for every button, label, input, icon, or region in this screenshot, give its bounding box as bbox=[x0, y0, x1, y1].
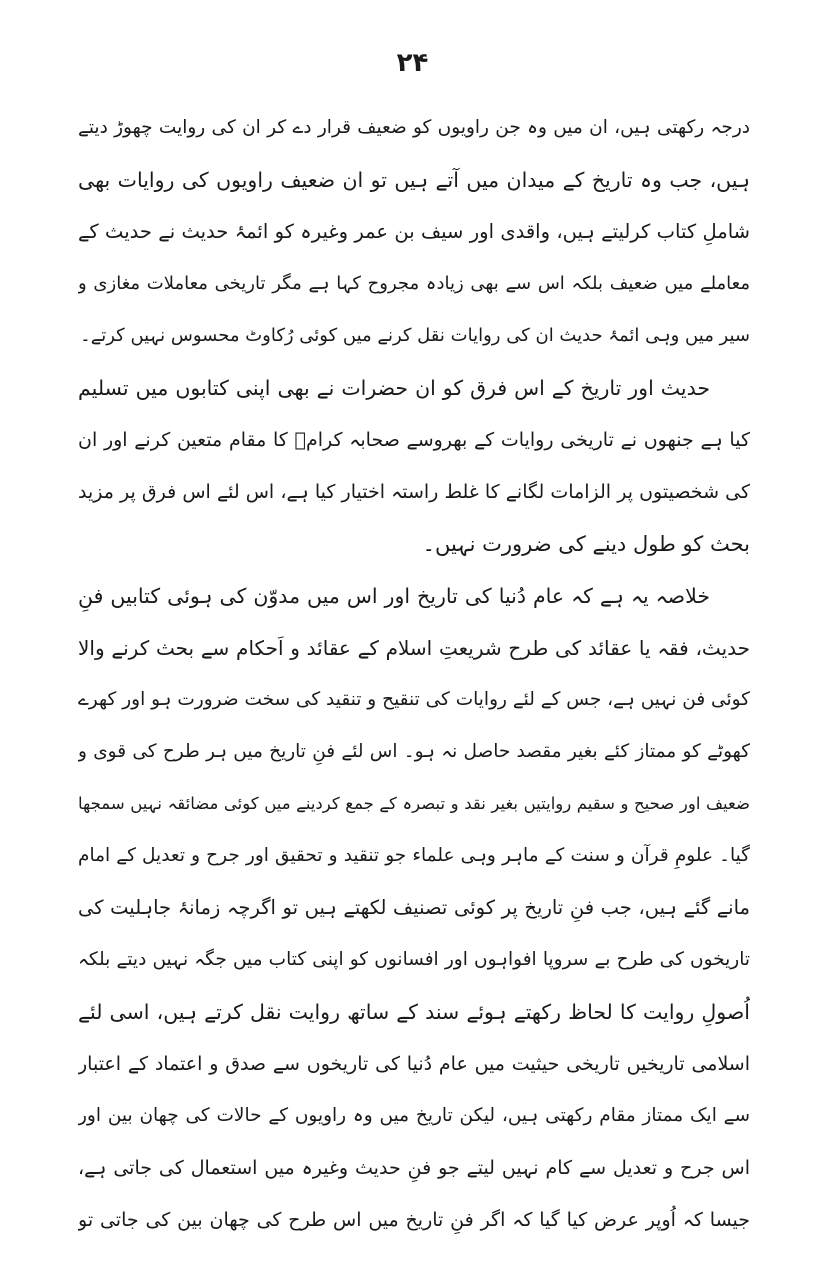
text-line: جیسا کہ اُوپر عرض کیا گیا کہ اگر فنِ تاریخ میں اس طرح کی چھان بین کی جاتی تو bbox=[78, 1209, 750, 1231]
text-line: کھوٹے کو ممتاز کئے بغیر مقصد حاصل نہ ہو۔ اس لئے فنِ تاریخ میں ہر طرح کی قوی و bbox=[78, 741, 750, 762]
text-line: تاریخوں کی طرح بے سروپا افواہوں اور افسانوں کو اپنی کتاب میں جگہ نہیں دیتے بلکہ bbox=[78, 949, 750, 970]
text-line: کیا ہے جنھوں نے تاریخی روایات کے بھروسے صحابہ کرامؓ کا مقام متعین کرنے اور ان bbox=[78, 429, 750, 451]
text-line: سیر میں وہی ائمۂ حدیث ان کی روایات نقل کرنے میں کوئی رُکاوٹ محسوس نہیں کرتے۔ bbox=[80, 325, 750, 346]
text-line: سے ایک ممتاز مقام رکھتی ہیں، لیکن تاریخ میں وہ راویوں کے حالات کی چھان بین اور bbox=[78, 1105, 750, 1126]
body-text bbox=[78, 102, 750, 1246]
text-line: کی شخصیتوں پر الزامات لگانے کا غلط راستہ اختیار کیا ہے، اس لئے اس فرق پر مزید bbox=[78, 481, 750, 503]
text-line: خلاصہ یہ ہے کہ عام دُنیا کی تاریخ اور اس میں مدوّن کی ہوئی کتابیں فنِ bbox=[78, 584, 710, 608]
text-line: بحث کو طول دینے کی ضرورت نہیں۔ bbox=[422, 532, 750, 556]
text-line: اس جرح و تعدیل سے کام نہیں لیتے جو فنِ حدیث وغیرہ میں استعمال کی جاتی ہے، bbox=[78, 1157, 750, 1179]
text-line: اُصولِ روایت کا لحاظ رکھتے ہوئے سند کے ساتھ روایت نقل کرتے ہیں، اسی لئے bbox=[78, 1000, 750, 1024]
text-line: معاملے میں ضعیف بلکہ اس سے بھی زیادہ مجروح کہا ہے مگر تاریخی معاملات مغازی و bbox=[78, 273, 750, 294]
text-line: کوئی فن نہیں ہے، جس کے لئے روایات کی تنقیح و تنقید کی سخت ضرورت ہو اور کھرے bbox=[78, 689, 750, 710]
text-line: ہیں، جب وہ تاریخ کے میدان میں آتے ہیں تو ان ضعیف راویوں کی روایات بھی bbox=[78, 168, 750, 192]
text-line: اسلامی تاریخیں تاریخی حیثیت میں عام دُنیا کی تاریخوں سے صدق و اعتماد کے اعتبار bbox=[78, 1053, 750, 1075]
page-number: ۲۴ bbox=[396, 48, 429, 78]
text-line: حدیث، فقہ یا عقائد کی طرح شریعتِ اسلام کے عقائد و اَحکام سے بحث کرنے والا bbox=[78, 636, 750, 660]
text-line: مانے گئے ہیں، جب فنِ تاریخ پر کوئی تصنیف لکھتے ہیں تو اگرچہ زمانۂ جاہلیت کی bbox=[78, 896, 750, 919]
text-line: ضعیف اور صحیح و سقیم روایتیں بغیر نقد و تبصرہ کے جمع کردینے میں کوئی مضائقہ نہیں سمجھا bbox=[78, 794, 750, 813]
text-line: حدیث اور تاریخ کے اس فرق کو ان حضرات نے بھی اپنی کتابوں میں تسلیم bbox=[78, 376, 710, 400]
text-line: درجہ رکھتی ہیں، ان میں وہ جن راویوں کو ضعیف قرار دے کر ان کی روایت چھوڑ دیتے bbox=[78, 117, 750, 138]
text-line: شاملِ کتاب کرلیتے ہیں، واقدی اور سیف بن عمر وغیرہ کو ائمۂ حدیث نے حدیث کے bbox=[78, 220, 750, 243]
text-line: گیا۔ علومِ قرآن و سنت کے ماہر وہی علماء جو تنقید و تحقیق اور جرح و تعدیل کے امام bbox=[78, 845, 750, 866]
